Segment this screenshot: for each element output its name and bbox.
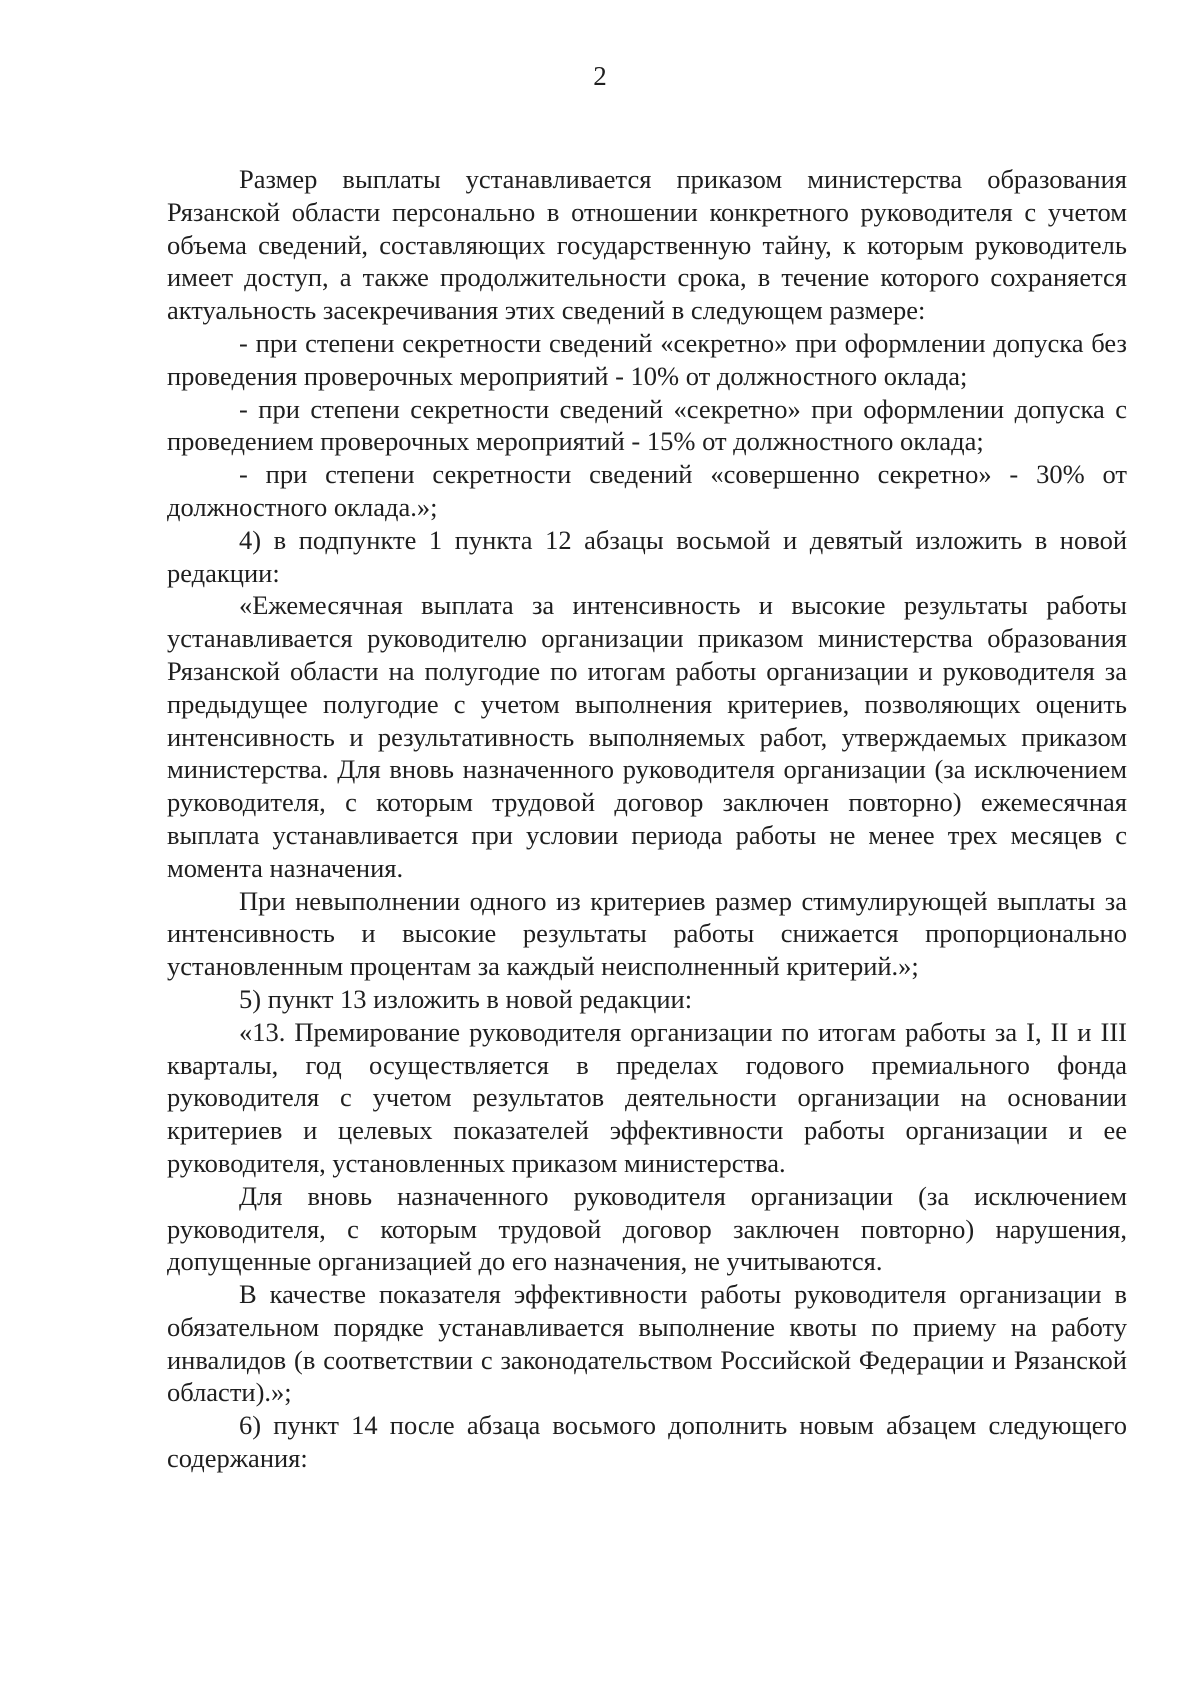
paragraph-criteria-failure: При невыполнении одного из критериев размер стимулирующей выплаты за интенсивность и высокие результаты работы снижается пропорционально установленным процентам за каждый неисполненный критерий.»;	[167, 885, 1127, 982]
paragraph-item-6: 6) пункт 14 после абзаца восьмого дополнить новым абзацем следующего содержания:	[167, 1410, 1127, 1474]
page-number: 2	[593, 61, 607, 91]
paragraph-new-director: Для вновь назначенного руководителя организации (за исключением руководителя, с которым трудовой договор заключен повторно) нарушения, допущенные организацией до его назначения, не учитываются.	[167, 1180, 1127, 1277]
paragraph-item-5: 5) пункт 13 изложить в новой редакции:	[239, 983, 693, 1014]
paragraph-top-secret: - при степени секретности сведений «совершенно секретно» - 30% от должностного оклада.»;	[167, 459, 1127, 522]
paragraph-point-13: «13. Премирование руководителя организации по итогам работы за I, II и III кварталы, год осуществляется в пределах годового премиального фонда руководителя с учетом результатов деятельности организации на основании критериев и целевых показателей эффективности работы организации и ее руководителя, установленных приказом министерства.	[167, 1016, 1127, 1178]
paragraph-item-4: 4) в подпункте 1 пункта 12 абзацы восьмой и девятый изложить в новой редакции:	[167, 524, 1127, 588]
paragraph-secret-with-checks: - при степени секретности сведений «секретно» при оформлении допуска с проведением проверочных мероприятий - 15% от должностного оклада;	[167, 393, 1127, 457]
document-body	[167, 163, 1127, 1475]
paragraph-secret-no-checks: - при степени секретности сведений «секретно» при оформлении допуска без проведения проверочных мероприятий - 10% от должностного оклада;	[167, 327, 1127, 391]
paragraph-payment-size: Размер выплаты устанавливается приказом министерства образования Рязанской области персонально в отношении конкретного руководителя с учетом объема сведений, составляющих государственную тайну, к которым руководитель имеет доступ, а также продолжительности срока, в течение которого сохраняется актуальность засекречивания этих сведений в следующем размере:	[167, 164, 1127, 326]
paragraph-monthly-payment: «Ежемесячная выплата за интенсивность и высокие результаты работы устанавливается руководителю организации приказом министерства образования Рязанской области на полугодие по итогам работы организации и руководителя за предыдущее полугодие с учетом выполнения критериев, позволяющих оценить интенсивность и результативность выполняемых работ, утверждаемых приказом министерства. Для вновь назначенного руководителя организации (за исключением руководителя, с которым трудовой договор заключен повторно) ежемесячная выплата устанавливается при условии периода работы не менее трех месяцев с момента назначения.	[167, 590, 1127, 883]
paragraph-disability-quota: В качестве показателя эффективности работы руководителя организации в обязательном порядке устанавливается выполнение квоты по приему на работу инвалидов (в соответствии с законодательством Российской Федерации и Рязанской области).»;	[167, 1279, 1127, 1408]
